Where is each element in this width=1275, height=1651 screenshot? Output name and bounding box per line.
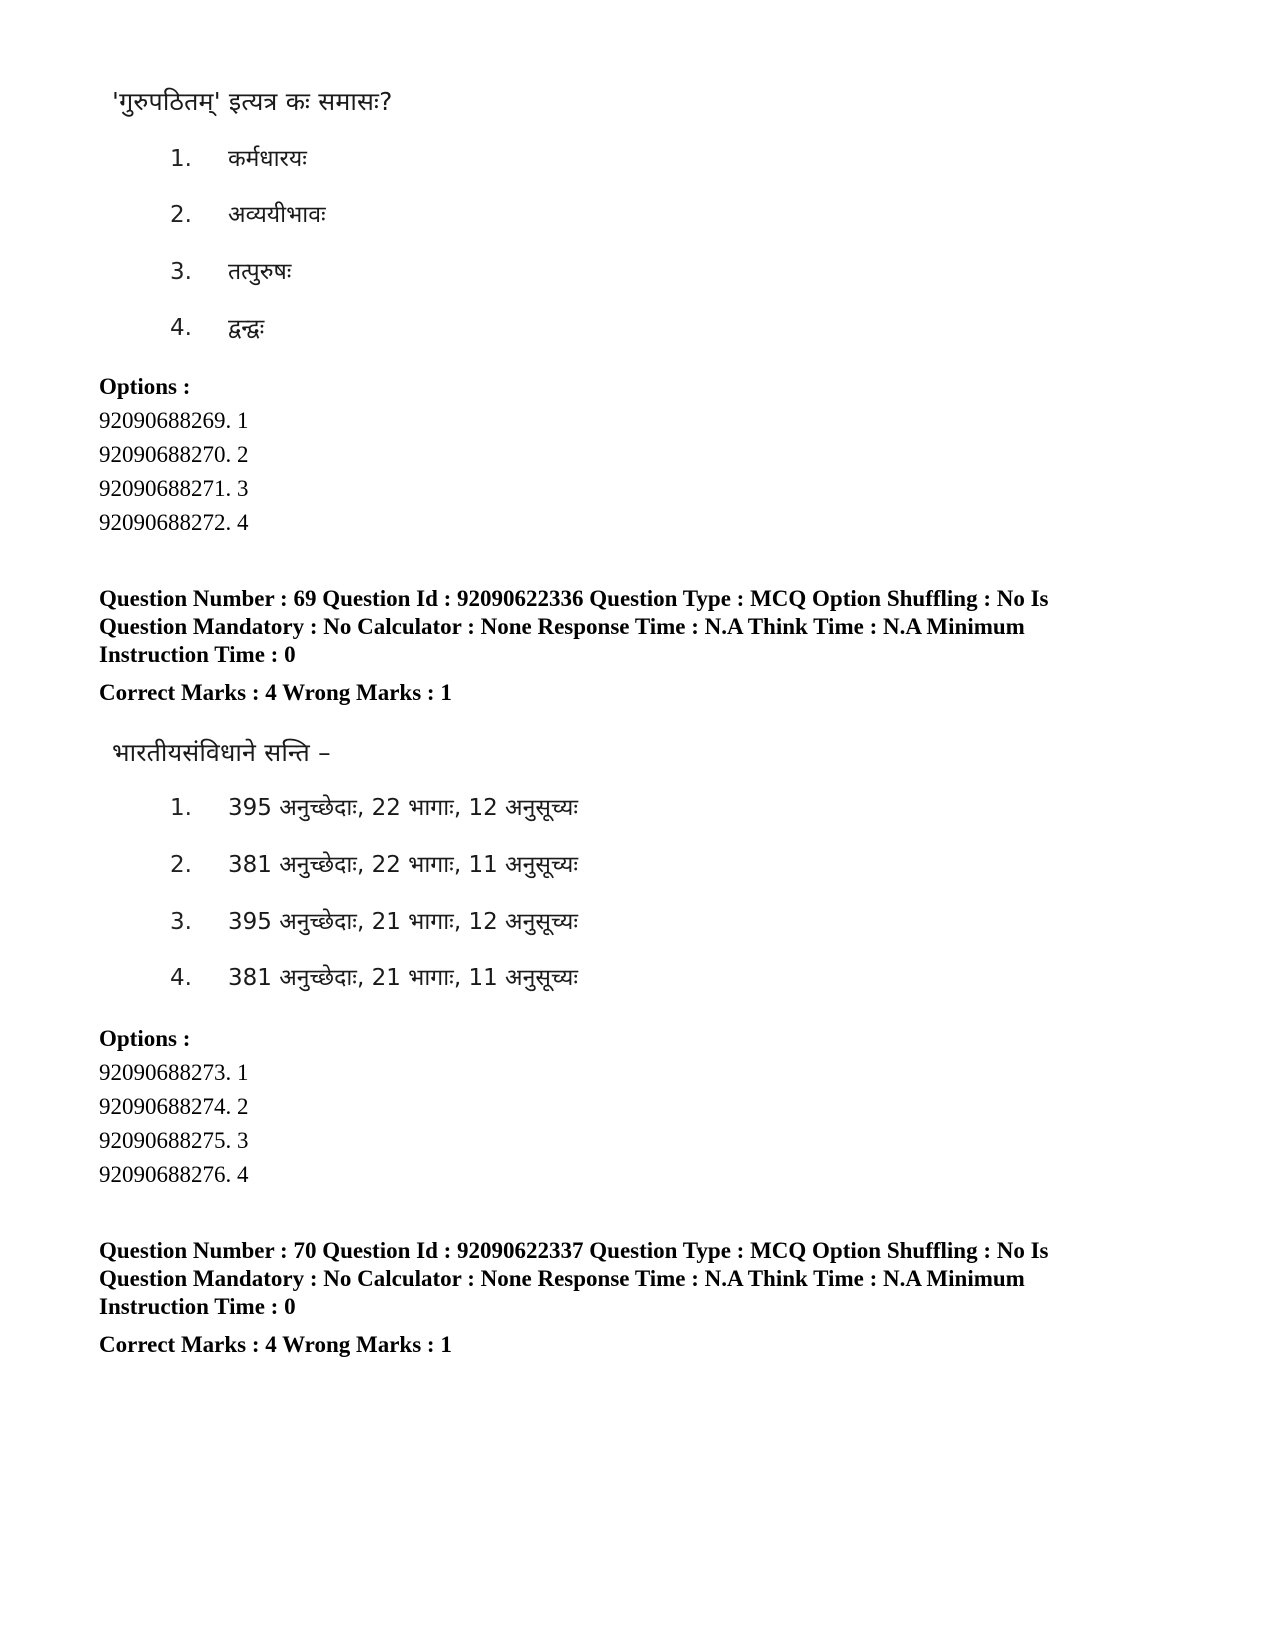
option-line: 92090688276. 4: [99, 1162, 249, 1187]
meta-line: Instruction Time : 0: [99, 642, 296, 667]
choice-number: 2.: [170, 202, 192, 228]
choice-text: 381 अनुच्छेदाः, 22 भागाः, 11 अनुसूच्यः: [228, 852, 579, 878]
question-69-meta: [99, 585, 1179, 669]
choice-number: 1.: [170, 146, 192, 172]
choice-text: 395 अनुच्छेदाः, 22 भागाः, 12 अनुसूच्यः: [228, 795, 579, 821]
option-line: 92090688269. 1: [99, 408, 249, 433]
question-68-image: [112, 84, 812, 354]
question-69-choice-4: [170, 960, 578, 992]
question-69-stem: भारतीयसंविधाने सन्ति –: [112, 738, 331, 767]
meta-line: Question Mandatory : No Calculator : None Response Time : N.A Think Time : N.A Minimum: [99, 1266, 1025, 1291]
question-69-image: [112, 735, 812, 1000]
option-line: 92090688270. 2: [99, 442, 249, 467]
choice-text: 381 अनुच्छेदाः, 21 भागाः, 11 अनुसूच्यः: [228, 965, 579, 991]
choice-text: 395 अनुच्छेदाः, 21 भागाः, 12 अनुसूच्यः: [228, 909, 579, 935]
question-68-choice-4: [170, 310, 264, 342]
meta-line: Question Number : 69 Question Id : 92090622336 Question Type : MCQ Option Shuffling : No Is: [99, 586, 1049, 611]
options-title: Options :: [99, 374, 191, 399]
question-68-stem: 'गुरुपठितम्' इत्यत्र कः समासः?: [112, 87, 393, 116]
question-69-marks: Correct Marks : 4 Wrong Marks : 1: [99, 680, 452, 705]
option-line: 92090688275. 3: [99, 1128, 249, 1153]
choice-text: द्वन्द्वः: [228, 315, 265, 341]
options-title: Options :: [99, 1026, 191, 1051]
question-70-meta: [99, 1237, 1179, 1321]
choice-number: 2.: [170, 852, 192, 878]
choice-text: अव्ययीभावः: [228, 202, 326, 228]
choice-number: 1.: [170, 795, 192, 821]
question-69-choice-2: [170, 847, 578, 879]
meta-line: Question Mandatory : No Calculator : None Response Time : N.A Think Time : N.A Minimum: [99, 614, 1025, 639]
question-68-choice-1: [170, 141, 307, 173]
option-line: 92090688274. 2: [99, 1094, 249, 1119]
option-line: 92090688272. 4: [99, 510, 249, 535]
question-68-choice-3: [170, 254, 291, 286]
choice-text: कर्मधारयः: [228, 146, 307, 172]
choice-text: तत्पुरुषः: [228, 259, 292, 285]
choice-number: 4.: [170, 315, 192, 341]
choice-number: 3.: [170, 259, 192, 285]
option-line: 92090688271. 3: [99, 476, 249, 501]
question-68-choice-2: [170, 197, 326, 229]
question-70-marks: Correct Marks : 4 Wrong Marks : 1: [99, 1332, 452, 1357]
question-69-choice-3: [170, 904, 578, 936]
choice-number: 3.: [170, 909, 192, 935]
question-68-options: [99, 370, 249, 540]
question-69-options: [99, 1022, 249, 1192]
choice-number: 4.: [170, 965, 192, 991]
meta-line: Instruction Time : 0: [99, 1294, 296, 1319]
question-69-choice-1: [170, 790, 578, 822]
meta-line: Question Number : 70 Question Id : 92090622337 Question Type : MCQ Option Shuffling : No Is: [99, 1238, 1049, 1263]
option-line: 92090688273. 1: [99, 1060, 249, 1085]
